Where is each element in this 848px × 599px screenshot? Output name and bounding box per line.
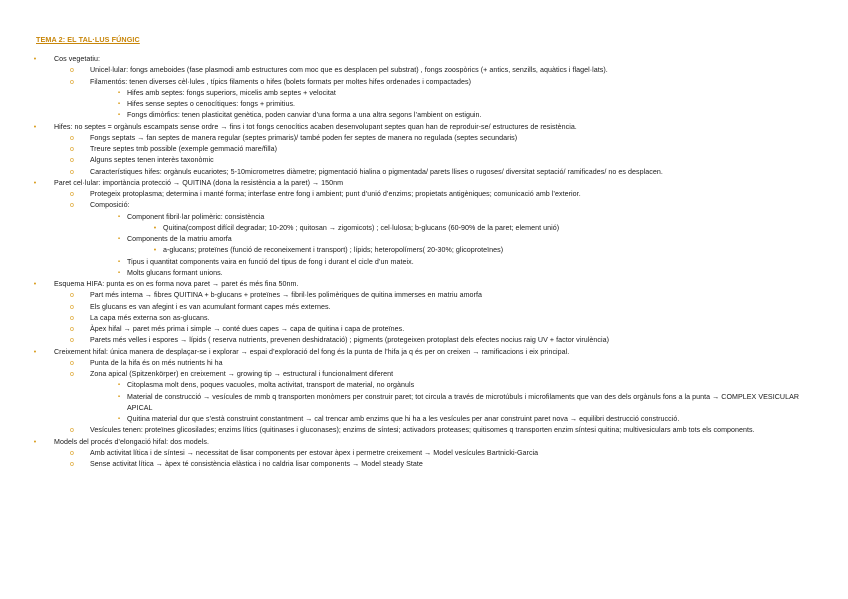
outline-item-level-2 — [0, 369, 848, 380]
bullet-icon: o — [70, 449, 74, 457]
outline-item-level-4 — [0, 223, 848, 234]
outline-item-text: Hifes amb septes: fongs superiors, micelis amb septes + velocitat — [127, 88, 336, 97]
bullet-icon: o — [70, 134, 74, 142]
bullet-icon: o — [70, 168, 74, 176]
outline-item-level-2 — [0, 358, 848, 369]
bullet-icon: o — [70, 461, 74, 468]
outline-item-text: Creixement hifal: única manera de desplaçar-se i explorar → espai d’exploració del fong és la punta de l’hifa ja q és per on creixen → ramificacions i eix principal. — [54, 347, 570, 356]
bullet-icon: o — [70, 202, 74, 210]
bullet-icon: o — [70, 157, 74, 165]
bullet-icon: ▪ — [117, 382, 121, 389]
outline-item-level-3 — [0, 234, 848, 245]
outline-item-text: Composició: — [90, 201, 130, 210]
outline-item-level-1 — [0, 122, 848, 133]
bullet-icon: o — [70, 303, 74, 311]
outline-item-text: Característiques hifes: orgànuls eucariotes; 5-10micrometres diàmetre; pigmentació hialina o pigmentada/ parets llises o rugoses/ diversitat septació/ ramificades/ no es desplacen. — [90, 167, 663, 176]
outline-item-text: Sense activitat lítica → àpex té consistència elàstica i no caldria lisar components → Model steady State — [90, 460, 423, 468]
outline-item-level-1 — [0, 347, 848, 358]
outline-item-text: a-glucans; proteïnes (funció de reconeixement i transport) ; lípids; heteropolímers( 20-30%; glicoproteïnes) — [163, 246, 504, 255]
outline-item-text: Unicel·lular: fongs ameboides (fase plasmodi amb estructures com moc que es desplacen pel substrat) , fongs zoospòrics (+ antics, senzills, aquàtics i flagel·lats). — [90, 66, 608, 75]
outline-item-text: Component fibril·lar polimèric: consistència — [127, 212, 265, 221]
bullet-icon: • — [33, 56, 37, 63]
outline-item-level-2 — [0, 189, 848, 200]
bullet-icon: o — [70, 314, 74, 322]
outline-item-level-2 — [0, 448, 848, 459]
bullet-icon: • — [153, 247, 157, 255]
bullet-icon: • — [33, 438, 37, 446]
outline-item-text: Paret cel·lular: importància protecció → QUITINA (dona la resistència a la paret) → 150nm — [54, 178, 344, 187]
outline-item-text: Alguns septes tenen interès taxonòmic — [90, 156, 214, 165]
outline-item-text: Components de la matriu amorfa — [127, 235, 232, 243]
bullet-icon: ▪ — [117, 89, 121, 96]
outline-item-text: Treure septes tmb possible (exemple gemmació mare/filla) — [90, 145, 278, 153]
outline-item-text: Hifes: no septes = orgànuls escampats sense ordre → fins i tot fongs cenocítics acaben desenvolupant septes quan han de reproduir-se/ estructures de resistència. — [54, 122, 577, 131]
outline-item-text: Citoplasma molt dens, poques vacuoles, molta activitat, transport de material, no orgànuls — [127, 381, 415, 390]
outline-item-text: La capa més externa son as-glucans. — [90, 313, 210, 322]
bullet-icon: o — [70, 191, 74, 198]
outline-item-level-2 — [0, 133, 848, 144]
outline-item-level-1 — [0, 178, 848, 189]
bullet-icon: ▪ — [117, 416, 121, 422]
bullet-icon: • — [33, 348, 37, 356]
bullet-icon: ▪ — [117, 112, 121, 119]
outline-item-text: Vesícules tenen: proteïnes glicosilades; enzims lítics (quitinases i gluconases); enzims de síntesi; activadors proteases; quitisomes q transporten enzim síntesi quitina; multivesiculars amb tots els components. — [90, 426, 755, 435]
outline-item-text: Quitina material dur que s’està construint constantment → cal trencar amb enzims que hi ha a les vesícules per anar construint paret nova → equilibri destrucció construcció. — [127, 415, 680, 423]
outline-item-level-3 — [0, 99, 848, 110]
outline-item-level-3 — [0, 88, 848, 99]
bullet-icon: ▪ — [117, 213, 121, 220]
bullet-icon: o — [70, 326, 74, 333]
outline-item-level-1 — [0, 279, 848, 290]
outline-item-text: Amb activitat lítica i de síntesi → necessitat de lisar components per estovar àpex i permetre creixement → Model vesícules Bartnicki-Garcia — [90, 448, 539, 457]
outline-item-level-2 — [0, 313, 848, 324]
outline-item-level-2 — [0, 200, 848, 211]
bullet-icon: o — [70, 427, 74, 435]
outline-item-level-2 — [0, 335, 848, 346]
outline-item-level-3 — [0, 257, 848, 268]
bullet-icon: o — [70, 371, 74, 378]
outline-item-text: Fongs septats → fan septes de manera regular (septes primaris)/ també poden fer septes de manera no regulada (septes secundaris) — [90, 133, 518, 142]
bullet-icon: ▪ — [117, 269, 121, 276]
bullet-icon: o — [70, 292, 74, 300]
outline-item-text: Filamentós: tenen diverses cèl·lules , típics filaments o hifes (bolets formats per moltes hifes ordenades i compactades) — [90, 77, 472, 86]
outline-item-level-3 — [0, 380, 848, 391]
outline-item-level-1 — [0, 437, 848, 448]
bullet-icon: ▪ — [117, 393, 121, 400]
bullet-icon: • — [33, 123, 37, 131]
outline-item-text: Parets més velles i espores → lípids ( reserva nutrients, prevenen deshidratació) ; pigments (protegeixen protoplast dels efectes nocius raig UV + factor virulència) — [90, 336, 610, 345]
document-title: TEMA 2: EL TAL·LUS FÚNGIC — [36, 35, 140, 44]
bullet-icon: ▪ — [117, 258, 121, 265]
outline-item-text: Protegeix protoplasma; determina i manté forma; interfase entre fong i ambient; punt d’unió d’enzims; propietats antigèniques; comunicació amb l’exterior. — [90, 190, 581, 198]
outline-item-level-2 — [0, 65, 848, 76]
bullet-icon: • — [33, 281, 37, 288]
outline-item-text: Cos vegetatiu: — [54, 55, 101, 63]
outline-item-text: Molts glucans formant unions. — [127, 268, 223, 277]
bullet-icon: • — [153, 224, 157, 232]
outline-item-text: Punta de la hifa és on més nutrients hi ha — [90, 358, 223, 367]
outline-item-level-2 — [0, 459, 848, 470]
outline-item-text: Els glucans es van afegint i es van acumulant formant capes més externes. — [90, 302, 331, 311]
outline-item-level-1 — [0, 54, 848, 65]
outline-item-text: Fongs dimòrfics: tenen plasticitat genètica, poden canviar d’una forma a una altra segons l’ambient on estiguin. — [127, 111, 482, 120]
outline-item-text: Àpex hifal → paret més prima i simple → conté dues capes → capa de quitina i capa de proteïnes. — [90, 325, 405, 333]
outline-item-text: Part més interna → fibres QUITINA + b-glucans + proteïnes → fibril·les polimèriques de quitina immerses en matriu amorfa — [90, 291, 482, 300]
outline-item-level-3 — [0, 110, 848, 121]
bullet-icon: • — [33, 179, 37, 187]
outline-item-level-3 — [0, 414, 848, 425]
outline-item-level-2 — [0, 302, 848, 313]
outline-item-level-3 — [0, 392, 848, 415]
outline-item-level-2 — [0, 290, 848, 301]
bullet-icon: o — [70, 337, 74, 345]
bullet-icon: o — [70, 67, 74, 75]
outline-item-text: Esquema HIFA: punta es on es forma nova paret → paret és més fina 50nm. — [54, 280, 299, 288]
outline-item-text: Hifes sense septes o cenocítiques: fongs + primitius. — [127, 100, 296, 108]
outline-item-text: Zona apical (Spitzenkörper) en creixement → growing tip → estructural i funcionalment diferent — [90, 370, 394, 378]
outline-item-level-2 — [0, 144, 848, 155]
outline-item-text: Models del procés d’elongació hifal: dos models. — [54, 437, 210, 446]
outline-item-text: Material de construcció → vesícules de mmb q transporten monòmers per construir paret; tot circula a través de microtúbuls i microfilaments que van des dels orgànuls fons a la punta → COMPLEX VESICULAR APICAL — [127, 392, 800, 412]
outline-item-level-2 — [0, 167, 848, 178]
outline-item-text: Tipus i quantitat components vaira en funció del tipus de fong i durant el cicle d’un mateix. — [127, 257, 414, 266]
outline-item-level-2 — [0, 155, 848, 166]
outline-item-text: Quitina(compost difícil degradar; 10-20% ; quitosan → zigomicots) ; cel·lulosa; b-glucans (60-90% de la paret; element unió) — [163, 223, 560, 232]
outline-item-level-2 — [0, 324, 848, 335]
outline-list — [0, 54, 848, 470]
outline-item-level-2 — [0, 77, 848, 88]
bullet-icon: ▪ — [117, 236, 121, 242]
outline-item-level-2 — [0, 425, 848, 436]
outline-item-level-3 — [0, 268, 848, 279]
bullet-icon: o — [70, 78, 74, 86]
bullet-icon: o — [70, 359, 74, 367]
outline-item-level-4 — [0, 245, 848, 256]
outline-item-level-3 — [0, 212, 848, 223]
bullet-icon: ▪ — [117, 101, 121, 107]
bullet-icon: o — [70, 146, 74, 153]
